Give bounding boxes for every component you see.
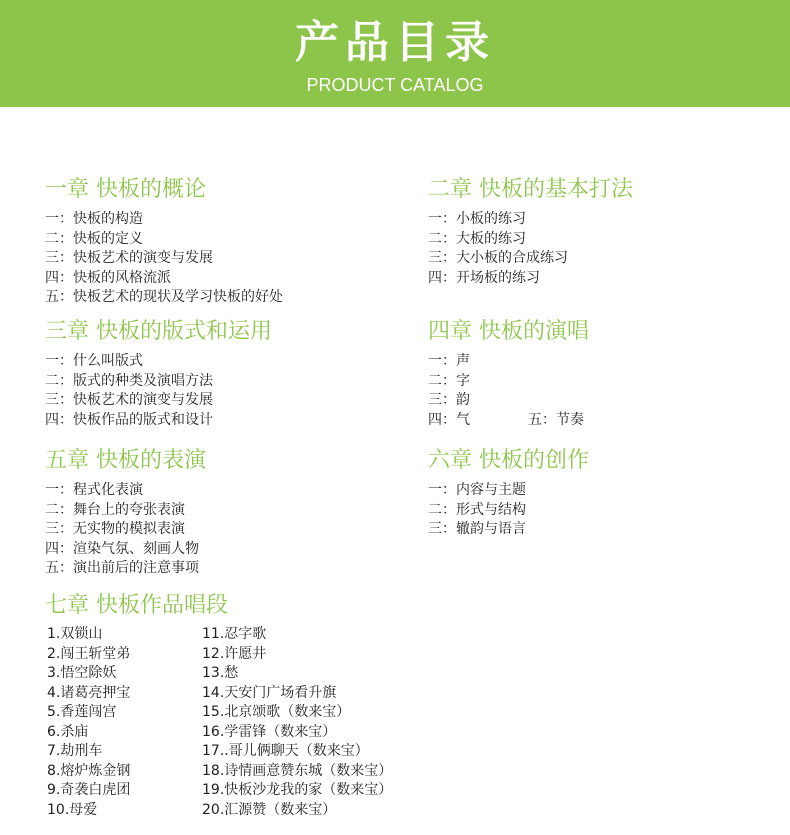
list-item: 二：快板的定义 xyxy=(45,230,143,247)
list-item: 一：程式化表演 xyxy=(45,482,143,498)
chapter-title: 一章 快板的概论 xyxy=(45,177,206,202)
song-list xyxy=(47,625,462,820)
list-item: 五：演出前后的注意事项 xyxy=(45,560,199,576)
list-item: 二：舞台上的夸张表演 xyxy=(45,501,185,518)
list-item: 7.劫刑车 xyxy=(47,743,103,759)
list-item xyxy=(428,411,589,431)
list-item: 一：内容与主题 xyxy=(428,482,526,498)
list-item: 12.许愿井 xyxy=(202,645,267,662)
list-item: 一：声 xyxy=(428,353,470,369)
list-item: 三：快板艺术的演变与发展 xyxy=(45,392,213,408)
chapter-2 xyxy=(428,176,633,288)
list-item: 一：快板的构造 xyxy=(45,211,143,227)
list-item: 15.北京颂歌（数来宝） xyxy=(202,704,351,720)
chapter-title: 五章 快板的表演 xyxy=(45,448,206,473)
item-extra: 五：节奏 xyxy=(528,411,584,428)
page-title: 产品目录 xyxy=(295,17,495,68)
list-item: 17..哥儿俩聊天（数来宝） xyxy=(202,743,369,759)
list-item: 13.愁 xyxy=(202,665,239,681)
list-item: 三：大小板的合成练习 xyxy=(428,250,568,266)
list-item: 6.杀庙 xyxy=(47,723,89,740)
list-item: 二：大板的练习 xyxy=(428,230,526,247)
list-item: 一：什么叫版式 xyxy=(45,353,143,369)
list-item: 四：开场板的练习 xyxy=(428,269,540,286)
list-item: 三：无实物的模拟表演 xyxy=(45,521,185,537)
list-item: 四：快板的风格流派 xyxy=(45,269,171,286)
list-item: 二：形式与结构 xyxy=(428,501,526,518)
list-item: 一：小板的练习 xyxy=(428,211,526,227)
list-item: 19.快板沙龙我的家（数来宝） xyxy=(202,782,393,798)
chapter-items xyxy=(45,481,206,579)
chapter-title: 三章 快板的版式和运用 xyxy=(45,319,272,344)
list-item: 三：辙韵与语言 xyxy=(428,521,526,537)
list-item: 五：快板艺术的现状及学习快板的好处 xyxy=(45,289,283,305)
list-item: 9.奇袭白虎团 xyxy=(47,782,131,798)
list-item: 5.香莲闯宫 xyxy=(47,704,117,720)
chapter-title: 七章 快板作品唱段 xyxy=(45,593,228,618)
chapter-3 xyxy=(45,318,272,430)
chapter-items xyxy=(45,352,272,430)
chapter-items xyxy=(428,481,589,540)
list-item: 四：快板作品的版式和设计 xyxy=(45,411,213,428)
chapter-7 xyxy=(45,592,228,626)
page-subtitle: PRODUCT CATALOG xyxy=(306,75,484,95)
chapter-items xyxy=(428,352,589,430)
list-item: 10.母爱 xyxy=(47,801,98,818)
list-item: 二：版式的种类及演唱方法 xyxy=(45,372,213,389)
list-item: 1.双锁山 xyxy=(47,626,103,642)
chapter-items xyxy=(428,210,633,288)
list-item: 16.学雷锋（数来宝） xyxy=(202,723,337,740)
header-banner xyxy=(0,0,790,107)
list-item: 11.忍字歌 xyxy=(202,626,267,642)
chapter-1 xyxy=(45,176,283,308)
list-item: 三：快板艺术的演变与发展 xyxy=(45,250,213,266)
chapter-items xyxy=(45,210,283,308)
list-item: 四：渲染气氛、刻画人物 xyxy=(45,540,199,557)
list-item: 2.闯王斩堂弟 xyxy=(47,645,131,662)
chapter-title: 四章 快板的演唱 xyxy=(428,319,589,344)
list-item: 18.诗情画意赞东城（数来宝） xyxy=(202,762,393,779)
list-item: 4.诸葛亮押宝 xyxy=(47,684,131,701)
list-item: 3.悟空除妖 xyxy=(47,665,117,681)
chapter-title: 六章 快板的创作 xyxy=(428,448,589,473)
list-item: 14.天安门广场看升旗 xyxy=(202,684,337,701)
list-item: 20.汇源赞（数来宝） xyxy=(202,801,337,818)
list-item: 二：字 xyxy=(428,372,470,389)
item-text: 四：气 xyxy=(428,411,470,428)
chapter-6 xyxy=(428,447,589,540)
list-item: 8.熔炉炼金钢 xyxy=(47,762,131,779)
list-item: 三：韵 xyxy=(428,392,470,408)
chapter-4 xyxy=(428,318,589,430)
chapter-5 xyxy=(45,447,206,579)
chapter-title: 二章 快板的基本打法 xyxy=(428,177,633,202)
